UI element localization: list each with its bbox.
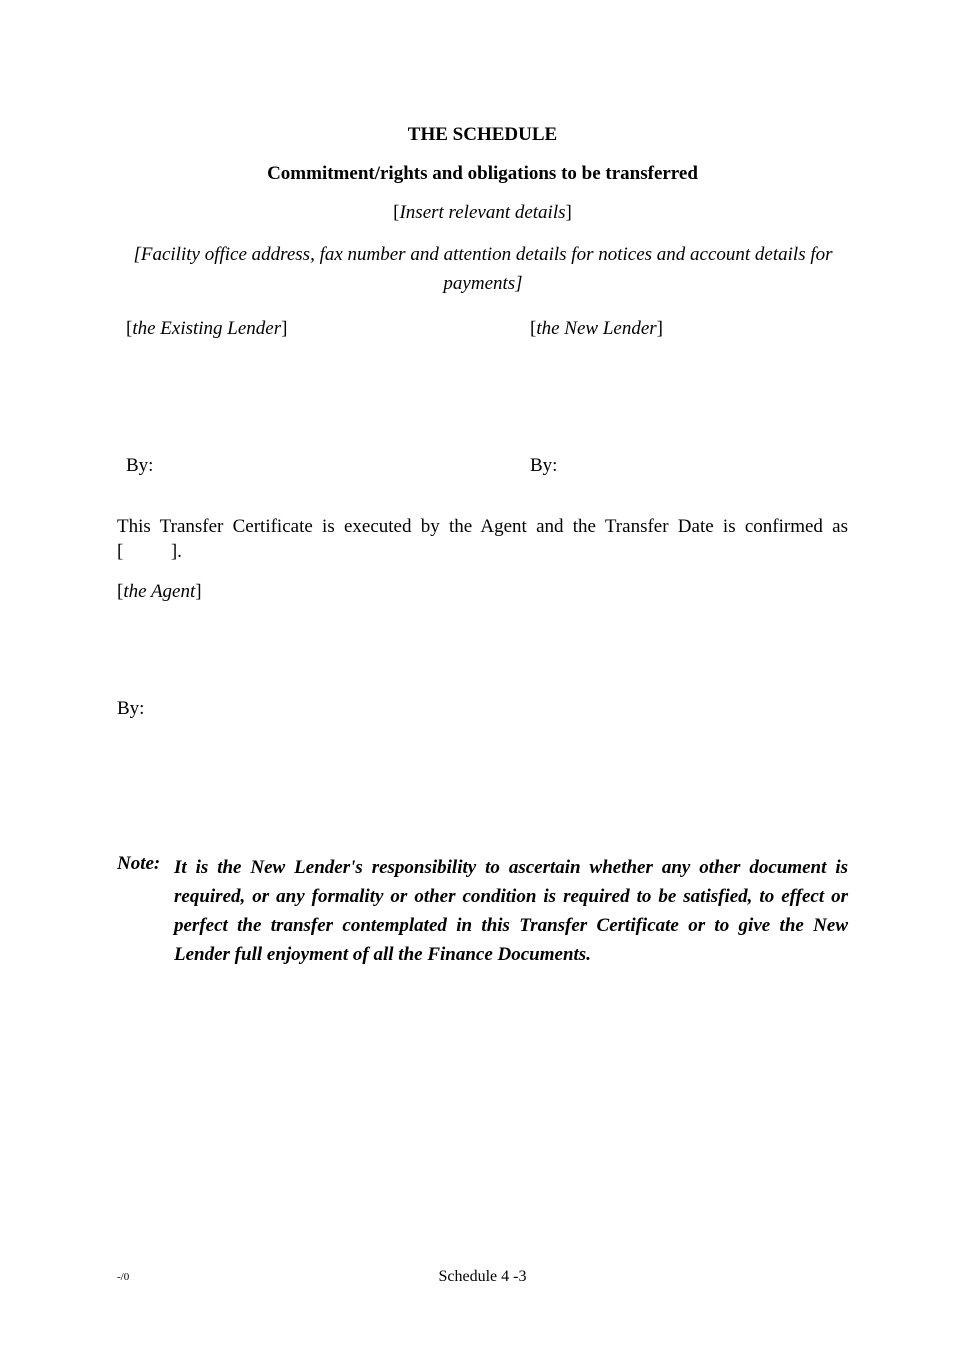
note-text: It is the New Lender's responsibility to ascertain whether any other document is required, or any formality or other condition is required to be satisfied, to effect or perfect the transfer contemplated in this Transfer Certificate or to give the New Lender full enjoyment of all the Finance Documents. [174, 857, 848, 965]
agent-by-label: By: [117, 698, 145, 719]
new-lender-by-label: By: [530, 455, 558, 476]
footer-reference: -/0 [117, 1271, 130, 1283]
bracket-open: [ [530, 318, 537, 339]
bracket-open: [ [126, 318, 133, 339]
existing-lender-by-label: By: [126, 455, 154, 476]
agent-label [117, 581, 202, 603]
bracket-open: [ [393, 202, 400, 223]
schedule-title: THE SCHEDULE [407, 124, 558, 145]
new-lender-text: the New Lender [536, 318, 657, 339]
insert-details-placeholder [0, 202, 965, 224]
footer-page-label: Schedule 4 -3 [438, 1268, 527, 1285]
transfer-date-placeholder: [ ]. [117, 541, 182, 562]
bracket-close: ] [281, 318, 288, 339]
new-lender-label [530, 318, 663, 340]
note-label: Note: [117, 853, 161, 874]
agent-text: the Agent [123, 581, 196, 602]
bracket-close: ] [195, 581, 202, 602]
facility-details-placeholder: [Facility office address, fax number and attention details for notices and account details for payments] [133, 244, 833, 294]
bracket-close: ] [565, 202, 572, 223]
execution-statement: This Transfer Certificate is executed by the Agent and the Transfer Date is confirmed as [117, 516, 848, 537]
bracket-open: [ [117, 581, 124, 602]
bracket-close: ] [656, 318, 663, 339]
existing-lender-label [126, 318, 287, 340]
existing-lender-text: the Existing Lender [132, 318, 282, 339]
insert-details-text: Insert relevant details [399, 202, 566, 223]
schedule-subtitle: Commitment/rights and obligations to be transferred [267, 163, 698, 184]
